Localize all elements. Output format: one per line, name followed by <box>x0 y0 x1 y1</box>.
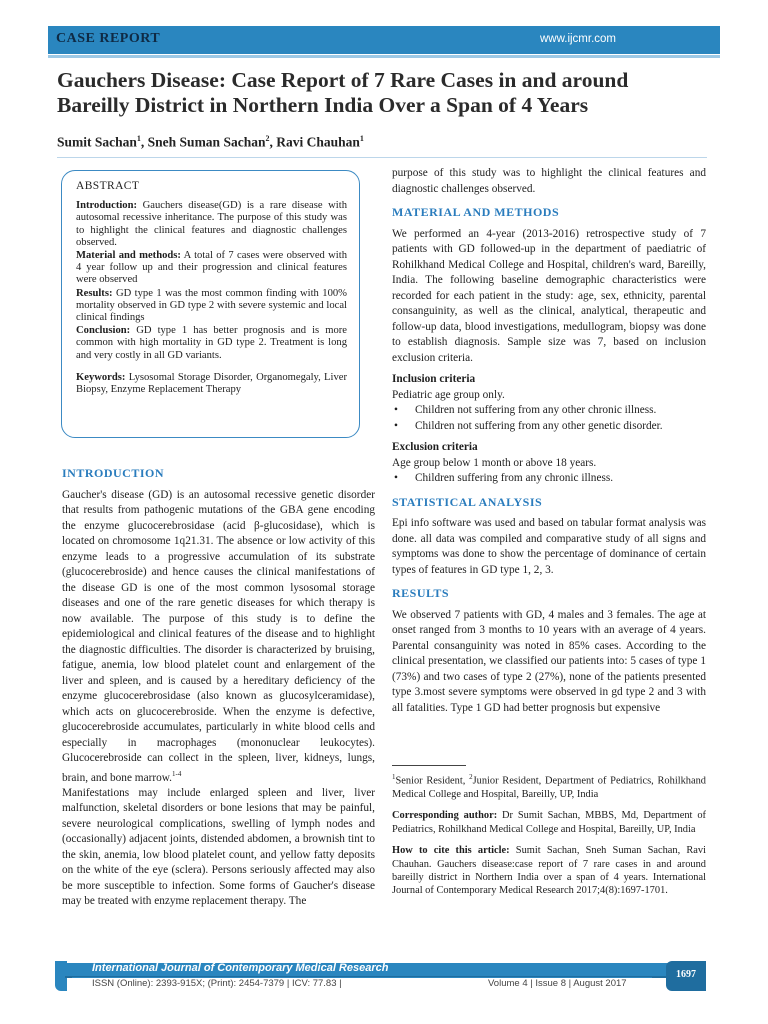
affiliation-mark: 2 <box>265 134 270 143</box>
abstract-box <box>61 170 360 438</box>
exclusion-intro: Age group below 1 month or above 18 years. <box>392 456 597 469</box>
volume-info: Volume 4 | Issue 8 | August 2017 <box>488 978 627 989</box>
inclusion-intro: Pediatric age group only. <box>392 388 505 401</box>
citation-note: How to cite this article: Sumit Sachan, Sneh Suman Sachan, Ravi Chauhan. Gauchers disease:case report of 7 rare cases in and around bareilly district in Northern India over a span of 4 years. International Journal of Contemporary Medical Research 2017;4(8):1697-1701. <box>392 845 707 897</box>
journal-name: International Journal of Contemporary Medical Research <box>92 962 389 974</box>
author-name: Ravi Chauhan <box>276 134 360 150</box>
corresponding-author-note: Corresponding author: Dr Sumit Sachan, MBBS, Md, Department of Pediatrics, Rohilkhand Medical College and Hospital, Bareilly, UP, India <box>392 810 706 835</box>
author-list: Sumit Sachan$^1$, Sneh Suman Sachan$^2$, Ravi Chauhan$^1$ <box>57 134 364 150</box>
list-item: • Children not suffering from any other chronic illness. <box>392 403 706 419</box>
footnote-divider <box>392 765 466 766</box>
results-paragraph: We observed 7 patients with GD, 4 males and 3 females. The age at onset ranged from 3 months to 10 years with an average of 4 years. Parental consanguinity was noted in 85% cases. According to the clinical presentation, we classified our patients into: 5 cases of type 1 (73%) and two cases of type 2 (27%), none of the patients presented type 3.most severe symptoms were observed in gd type 2 and 3 with all fatalities. Type 1 GD had better prognosis but expensive <box>392 608 706 714</box>
right-column <box>392 166 706 716</box>
statistics-heading: STATISTICAL ANALYSIS <box>392 494 543 509</box>
introduction-paragraph: Manifestations may include enlarged spleen and liver, liver malfunction, skeletal disorders or bone lesions that may be painful, severe neurological complications, swelling of lymph nodes and (occasionally) adjacent joints, distended abdomen, a brownish tint to the skin, anemia, low blood platelet count, and yellow fatty deposits on the white of the eye (sclera). Persons seriously affected may also be more susceptible to infection. Some forms of Gaucher's disease may be treated with enzyme replacement therapy. The <box>62 786 375 908</box>
abstract-heading: ABSTRACT <box>76 180 140 192</box>
list-item: • Children suffering from any chronic illness. <box>392 471 706 487</box>
abstract-methods: Material and methods: A total of 7 cases were observed with 4 year follow up and their progression and clinical features were observed <box>76 250 347 286</box>
abstract-conclusion: Conclusion: GD type 1 has better prognosis and is more common with high mortality in GD type 2. Treatment is long and very costly in all GD variants. <box>76 325 347 361</box>
article-title: Gauchers Disease: Case Report of 7 Rare Cases in and around Bareilly District in Northern India Over a Span of 4 Years <box>57 68 629 117</box>
methods-heading: MATERIAL AND METHODS <box>392 205 560 219</box>
author-name: Sumit Sachan <box>57 134 137 150</box>
affiliation-note: $^1$Senior Resident, $^2$Junior Resident, Department of Pediatrics, Rohilkhand Medical College and Hospital, Bareilly, UP, India <box>392 773 706 800</box>
methods-paragraph: We performed an 4-year (2013-2016) retrospective study of 7 patients with GD followed-up in the department of paediatric of Rohilkhand Medical College and Hospital, children's ward, Bareilly, India. The following baseline demographic characteristics were recorded for each patient in the study: age, sex, ethnicity, parental consanguinity, as well as the clinical, analytical, therapeutic and follow-up data, blood investigations, medullogram, biopsy was done to establish diagnosis. Sample size was 7, based on inclusion exclusion criteria. <box>392 227 706 364</box>
exclusion-list <box>392 471 706 487</box>
inclusion-heading: Inclusion criteria <box>392 373 476 385</box>
inclusion-list <box>392 403 706 434</box>
carry-over-text: purpose of this study was to highlight the clinical features and diagnostic challenges observed. <box>392 167 706 195</box>
abstract-keywords: Keywords: Lysosomal Storage Disorder, Organomegaly, Liver Biopsy, Enzyme Replacement Therapy <box>76 371 347 396</box>
abstract-results: Results: GD type 1 was the most common finding with 100% mortality observed in GD type 2 with severe systemic and local clinical findings <box>76 287 347 324</box>
abstract-introduction: Introduction: Gauchers disease(GD) is a rare disease with autosomal recessive inheritance. The purpose of this study was to highlight the clinical features and diagnostic challenges observed. <box>76 200 347 248</box>
affiliation-mark: 1 <box>136 134 141 143</box>
introduction-heading: INTRODUCTION <box>62 466 165 480</box>
section-label: CASE REPORT <box>56 31 161 46</box>
website-url[interactable]: www.ijcmr.com <box>539 33 616 45</box>
footnotes <box>392 771 706 906</box>
citation-ref[interactable]: 1-4 <box>172 769 182 778</box>
statistics-paragraph: Epi info software was used and based on tabular format analysis was done. all data was compiled and comparative study of all signs and symptoms was done to show the percentage of dominance of certain types of features in GD type 1, 2, 3. <box>392 517 706 576</box>
issn-info: ISSN (Online): 2393-915X; (Print): 2454-7379 | ICV: 77.83 | <box>92 978 342 989</box>
left-column <box>62 458 375 910</box>
title-divider <box>57 157 707 158</box>
author-name: Sneh Suman Sachan <box>147 134 266 150</box>
page-number: 1697 <box>676 969 696 980</box>
exclusion-heading: Exclusion criteria <box>392 441 478 453</box>
results-heading: RESULTS <box>392 586 450 600</box>
introduction-paragraph: Gaucher's disease (GD) is an autosomal recessive genetic disorder that results from pathogenic mutations of the GBA gene encoding the enzyme glucocerebrosidase (acid β-glucosidase), which is located on chromosome 1q21.31. The absence or low activity of this enzyme leads to a progressive accumulation of its substrate (glucocerebroside) and hence causes the clinical manifestations of the disease GD is one of the most common lysosomal storage diseases and one of the rare genetic diseases for which therapy is now available. The purpose of this study is to define the epidemiological and clinical features of the disease and to highlight the diagnostic difficulties. The disorder is characterized by bruising, fatigue, anemia, low blood platelet count and enlargement of the liver and spleen, and is caused by a hereditary deficiency of the enzyme glucocerebrosidase (also known as glucosylceramidase), which acts on glucocerebroside. When the enzyme is defective, glucocerebroside accumulates, particularly in white blood cells and especially in macrophages (mononuclear leukocytes). Glucocerebroside can collect in the spleen, liver, kidneys, lungs, brain, and bone marrow.$^{1-4}$ <box>62 488 375 784</box>
affiliation-mark: 1 <box>359 134 364 143</box>
list-item: • Children not suffering from any other genetic disorder. <box>392 419 706 435</box>
